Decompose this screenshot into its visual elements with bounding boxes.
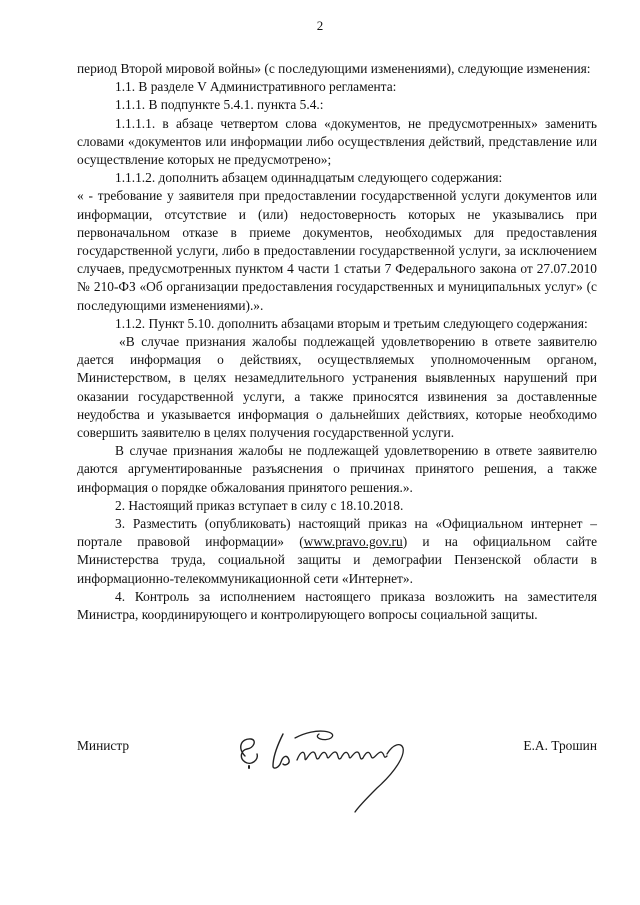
paragraph-item-2: 2. Настоящий приказ вступает в силу с 18.10.2018. <box>115 497 404 513</box>
paragraph-item-3 <box>77 515 597 588</box>
document-body <box>77 60 597 624</box>
page-number: 2 <box>316 18 324 33</box>
paragraph-1-1-1-2: 1.1.1.2. дополнить абзацем одиннадцатым следующего содержания: <box>115 170 503 186</box>
signature-block <box>77 728 597 838</box>
item-3-text-after: ) и на официальном сайте Министерства труда, социальной защиты и демографии Пензенской области в информационно-телекоммуникационной сети «Интернет». <box>77 534 598 586</box>
signatory-title: Министр <box>77 738 130 753</box>
paragraph-1-1-1-1: 1.1.1.1. в абзаце четвертом слова «документов, не предусмотренных» заменить словами «документов или информации либо осуществления действий, представление или осуществление которых не предусмотрено»; <box>77 115 597 168</box>
paragraph-intro-continuation: период Второй мировой войны» (с последующими изменениями), следующие изменения: <box>77 61 591 76</box>
paragraph-item-4: 4. Контроль за исполнением настоящего приказа возложить на заместителя Министра, координирующего и контролирующего вопросы социальной защиты. <box>77 588 597 623</box>
paragraph-1-1: 1.1. В разделе V Административного регламента: <box>115 79 397 95</box>
paragraph-quoted-requirement: « - требование у заявителя при предоставлении государственной услуги документов или информации, отсутствие и (или) недостоверность которых не указывались при первоначальном отказе в приеме документов, необходимых для предоставления государственной услуги, либо в предоставлении государственной услуги, за исключением случаев, предусмотренных пунктом 4 части 1 статьи 7 Федерального закона от 27.07.2010 № 210-ФЗ «Об организации предоставления государственных и муниципальных услуг» (с последующими изменениями).». <box>77 188 597 313</box>
item-3-text-before: 3. Разместить (опубликовать) настоящий приказ на «Официальном интернет – портале правовой информации» ( <box>77 516 597 550</box>
paragraph-complaint-rejected: В случае признания жалобы не подлежащей удовлетворению в ответе заявителю даются аргументированные разъяснения о причинах принятого решения, а также информация о порядке обжалования принятого решения.». <box>77 443 597 495</box>
paragraph-complaint-satisfied: «В случае признания жалобы подлежащей удовлетворению в ответе заявителю дается информация о действиях, осуществляемых уполномоченным органом, Министерством, в целях незамедлительного устранения выявленных нарушений при оказании государственной услуги, а также приносятся извинения за доставленные неудобства и указывается информация о дальнейших действиях, которые необходимо совершить заявителю в целях получения государственной услуги. <box>77 334 597 441</box>
paragraph-1-1-2: 1.1.2. Пункт 5.10. дополнить абзацами вторым и третьим следующего содержания: <box>115 315 588 331</box>
paragraph-1-1-1: 1.1.1. В подпункте 5.4.1. пункта 5.4.: <box>115 97 324 113</box>
pravo-gov-link[interactable]: www.pravo.gov.ru <box>303 534 403 550</box>
signatory-name: Е.А. Трошин <box>523 738 597 753</box>
handwritten-signature <box>227 708 427 818</box>
